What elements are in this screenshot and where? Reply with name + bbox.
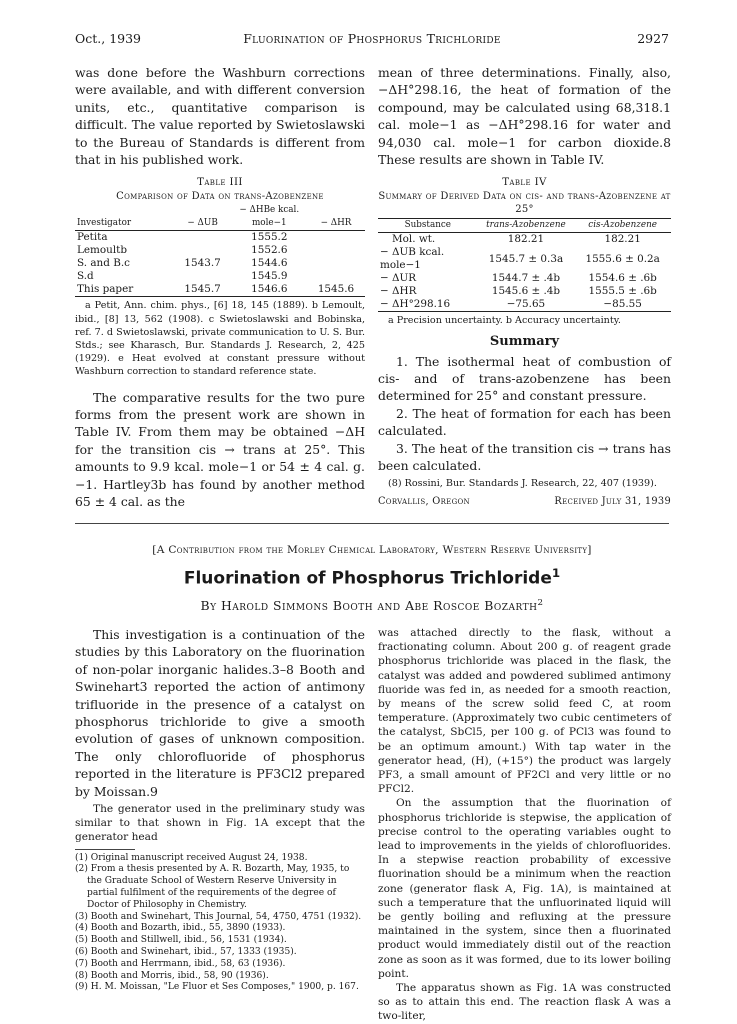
table-cell: 1545.6 ± .4b [491, 285, 561, 298]
table-cell: 1545.9 [251, 270, 288, 283]
paragraph: The generator used in the preliminary study was similar to that shown in Fig. 1A except that the generator head [75, 803, 365, 844]
table-cell [307, 270, 365, 283]
table-3-footnotes: a Petit, Ann. chim. phys., [6] 18, 145 (1889). b Lemoult, ibid., [8] 13, 562 (1908). c Swietoslawski and Bobinska, ref. 7. d Swietoslawski, private communication to U. S. Bur. Stds.; see Kharasch, Bur. Standards J. Research, 2, 425 (1929). e Heat evolved at constant pressure without Washburn correction to standard reference state. [75, 300, 365, 378]
title-footnote-mark: 1 [551, 566, 561, 580]
table-3-subtitle: Comparison of Data on trans-Azobenzene [116, 191, 324, 203]
table-cell [307, 231, 365, 245]
upper-right-column [378, 64, 671, 507]
table-row [75, 257, 365, 270]
summary-heading: Summary [489, 333, 560, 349]
table-row [75, 244, 365, 257]
table-3-grid [75, 204, 365, 297]
summary-item: 2. The heat of formation for each has been calculated. [378, 405, 671, 439]
table-cell [174, 244, 232, 257]
table-row [378, 272, 671, 285]
running-head [75, 31, 669, 49]
table-cell: −75.65 [506, 298, 546, 311]
table-cell: 182.21 [507, 233, 545, 246]
table-header-cell: − ΔHR [320, 218, 352, 229]
table-header-cell: trans-Azobenzene [486, 220, 566, 231]
table-row [378, 246, 671, 272]
paragraph: The comparative results for the two pure forms from the present work are shown in Table IV. From them may be obtained −ΔH for the transition cis → trans at 25°. This amounts to 9.9 kcal. mole−1 or 54 ± 4 cal. g.−1. Hartley3b has found by another method 65 ± 4 cal. as the [75, 389, 365, 510]
paragraph: was done before the Washburn corrections were available, and with different conversion units, etc., quantitative comparison is difficult. The value reported by Swietoslawski to the Bureau of Standards is different from that in his published work. [75, 65, 365, 168]
table-cell: Lemoultb [77, 244, 127, 257]
table-cell: Petita [77, 231, 108, 244]
summary-item: 3. The heat of the transition cis → trans has been calculated. [378, 440, 671, 474]
paragraph: mean of three determinations. Finally, also, −ΔH°298.16, the heat of formation of the compound, may be calculated using 68,318.1 cal. mole−1 as −ΔH°298.16 for water and 94,030 cal. mole−1 for carbon dioxide.8 These results are shown in Table IV. [378, 65, 671, 168]
authors-footnote-mark: 2 [537, 598, 544, 608]
table-header-cell: cis-Azobenzene [588, 220, 658, 231]
issue-date: Oct., 1939 [75, 31, 142, 46]
paragraph: This investigation is a continuation of the studies by this Laboratory on the fluorination of non-polar inorganic halides.3–8 Booth and Swinehart3 reported the action of antimony trifluoride in the presence of a catalyst on phosphorus trichloride to give a smooth evolution of gases of unknown composition. The only chlorofluoride of phosphorus reported in the literature is PF3Cl2 prepared by Moissan.9 [75, 627, 365, 799]
lower-right-column [378, 626, 671, 1024]
table-cell: 1544.7 ± .4b [491, 272, 561, 285]
table-cell: − ΔHR [380, 285, 417, 298]
running-title: Fluorination of Phosphorus Trichloride [243, 31, 501, 46]
table-header-cell: − ΔUB [187, 218, 218, 229]
table-4-footnotes: a Precision uncertainty. b Accuracy uncertainty. [388, 315, 621, 327]
footnote: (9) H. M. Moissan, "Le Fluor et Ses Composes," 1900, p. 167. [75, 982, 359, 993]
table-row [378, 285, 671, 298]
table-row [75, 283, 365, 297]
table-row [75, 270, 365, 283]
summary-item: 1. The isothermal heat of combustion of cis- and of trans-azobenzene has been determined for 25° and constant pressure. [378, 353, 671, 404]
table-cell: 1555.6 ± 0.2a [585, 252, 660, 265]
table-cell: 1543.7 [184, 257, 221, 270]
authors-text: By Harold Simmons Booth and Abe Roscoe Bozarth [200, 598, 538, 614]
table-4-subtitle: Summary of Derived Data on cis- and trans-Azobenzene at 25° [378, 191, 671, 216]
table-cell: 1554.6 ± .6b [588, 272, 657, 285]
table-cell: 1555.5 ± .6b [588, 285, 657, 298]
footnote: (2) From a thesis presented by A. R. Bozarth, May, 1935, to the Graduate School of Western Reserve University in partial fulfilment of the requirements of the degree of Doctor of Philosophy in Chemistry. [75, 864, 350, 910]
article-authors [75, 598, 669, 613]
table-cell: 1555.2 [251, 231, 288, 244]
table-cell: S.d [77, 270, 94, 283]
section-divider [75, 523, 669, 524]
table-3 [75, 177, 365, 378]
table-cell: − ΔUB kcal. mole−1 [380, 246, 445, 272]
table-cell: This paper [77, 283, 134, 296]
table-cell: 1544.6 [251, 257, 288, 270]
signature-row [378, 496, 671, 507]
table-cell [307, 257, 365, 270]
table-4-title: Table IV [502, 177, 547, 189]
upper-left-column [75, 64, 365, 511]
table-cell [174, 270, 232, 283]
footnotes [75, 853, 365, 995]
author-location: Corvallis, Oregon [378, 495, 470, 507]
article-title-text: Fluorination of Phosphorus Trichloride [183, 568, 552, 589]
table-cell: − ΔUR [380, 272, 417, 285]
article-title [75, 566, 669, 589]
lower-left-column [75, 626, 365, 994]
contribution-line: [A Contribution from the Morley Chemical Laboratory, Western Reserve University] [152, 544, 592, 556]
table-cell: 1546.6 [251, 283, 288, 296]
paragraph: On the assumption that the fluorination of phosphorus trichloride is stepwise, the application of precise control to the operating variables ought to lead to improvements in the yields of chlorofluorides. In a stepwise reaction probability of excessive fluorination should be a minimum when the reaction zone (generator flask A, Fig. 1A), is maintained at such a temperature that the unfluorinated liquid will be gently boiling and refluxing at the pressure maintained in the system, since then a fluorinated product would immediately distil out of the reaction zone as soon as it was formed, due to its lower boiling point. [378, 797, 671, 980]
paragraph: was attached directly to the flask, without a fractionating column. About 200 g. of reagent grade phosphorus trichloride was placed in the flask, the catalyst was added and powdered sublimed antimony fluoride was fed in, as needed for a smooth reaction, by means of the screw solid feed C, at room temperature. (Approximately two cubic centimeters of the catalyst, SbCl5, per 100 g. of PCl3 was found to be an optimum amount.) With tap water in the generator head, (H), (+15°) the product was largely PF3, a small amount of PF2Cl and very little or no PFCl2. [378, 627, 671, 796]
table-cell: −85.55 [603, 298, 642, 311]
table-4 [378, 177, 671, 327]
table-cell: 1552.6 [251, 244, 288, 257]
table-row [378, 233, 671, 247]
table-cell: Mol. wt. [392, 233, 436, 246]
footnote-divider [75, 849, 135, 850]
reference-8: (8) Rossini, Bur. Standards J. Research, 22, 407 (1939). [388, 478, 657, 490]
table-3-title: Table III [197, 177, 243, 189]
table-header-cell: Substance [404, 220, 452, 231]
table-header-cell: Investigator [77, 218, 132, 229]
footnote: (8) Booth and Morris, ibid., 58, 90 (1936). [75, 970, 269, 981]
table-row [75, 231, 365, 245]
footnote: (7) Booth and Herrmann, ibid., 58, 63 (1936). [75, 958, 286, 969]
footnote: (5) Booth and Stillwell, ibid., 56, 1531 (1934). [75, 935, 287, 946]
table-row [378, 298, 671, 312]
received-date: Received July 31, 1939 [554, 495, 671, 507]
table-cell: S. and B.c [77, 257, 130, 270]
footnote: (1) Original manuscript received August 24, 1938. [75, 852, 308, 863]
table-cell: 1545.7 ± 0.3a [488, 252, 564, 265]
footnote: (4) Booth and Bozarth, ibid., 55, 3890 (1933). [75, 923, 286, 934]
paragraph: The apparatus shown as Fig. 1A was constructed so as to attain this end. The reaction flask A was a two-liter, [378, 982, 671, 1023]
footnote: (6) Booth and Swinehart, ibid., 57, 1333 (1935). [75, 947, 297, 958]
footnote: (3) Booth and Swinehart, This Journal, 54, 4750, 4751 (1932). [75, 911, 362, 922]
table-cell: 1545.6 [317, 283, 355, 296]
page-number: 2927 [637, 31, 669, 46]
table-cell [307, 244, 365, 257]
table-cell [174, 231, 232, 245]
table-cell: 1545.7 [184, 283, 221, 296]
table-4-grid [378, 218, 671, 312]
table-header-cell: − ΔHBe kcal. mole−1 [239, 205, 300, 229]
table-cell: 182.21 [604, 233, 641, 246]
table-cell: − ΔH°298.16 [380, 298, 451, 311]
